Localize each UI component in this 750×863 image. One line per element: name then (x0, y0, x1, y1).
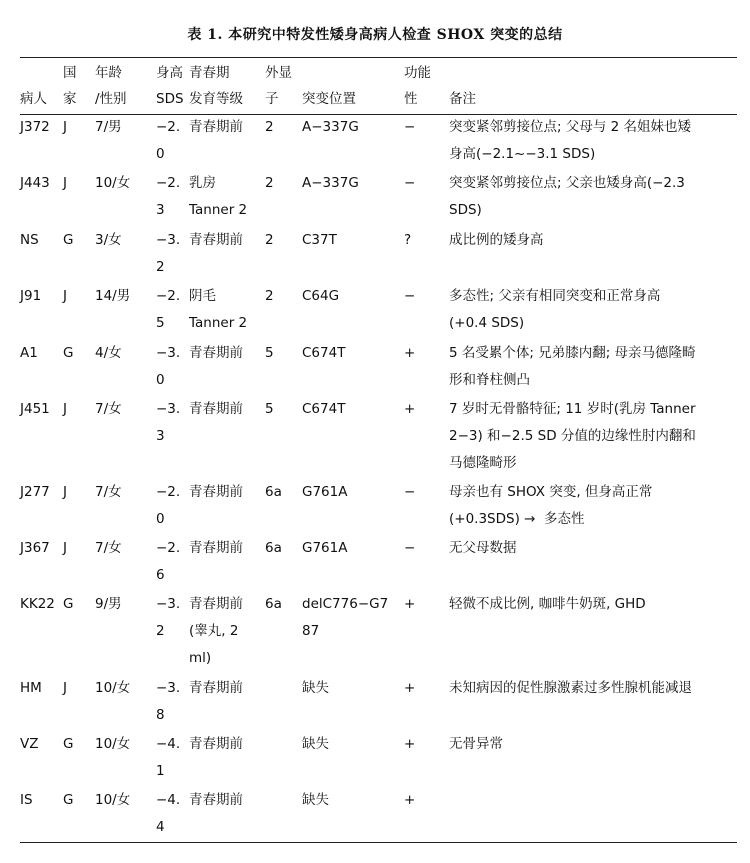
cell-function: − (404, 119, 416, 135)
cell-patient: J451 (20, 401, 50, 417)
cell-mutation: C37T (302, 232, 337, 248)
table-bottom-rule (20, 842, 737, 843)
cell-mutation: 缺失 (302, 680, 329, 696)
header-notes: 备注 (449, 91, 476, 107)
header-patient: 病人 (20, 91, 47, 107)
cell-country: G (63, 596, 74, 612)
header-exon: 外显 子 (265, 65, 292, 107)
header-height-sds: 身高 SDS (156, 65, 184, 107)
cell-notes: 突变紧邻剪接位点; 父母与 2 名姐妹也矮 身高(−2.1~−3.1 SDS) (449, 119, 692, 162)
cell-mutation: C64G (302, 288, 340, 304)
table-caption: 表 1. 本研究中特发性矮身高病人检查 SHOX 突变的总结 (187, 27, 563, 43)
cell-age-sex: 14/男 (95, 288, 131, 304)
cell-function: ? (404, 232, 412, 248)
cell-puberty: 青春期前 (189, 232, 243, 248)
cell-patient: KK22 (20, 596, 55, 612)
table-top-rule (20, 57, 737, 58)
header-mutation: 突变位置 (302, 91, 356, 107)
cell-country: G (63, 232, 74, 248)
cell-puberty: 青春期前 (睾丸, 2 ml) (189, 596, 243, 666)
cell-country: G (63, 792, 74, 808)
cell-notes: 无骨异常 (449, 736, 503, 752)
cell-age-sex: 4/女 (95, 345, 122, 361)
cell-notes: 母亲也有 SHOX 突变, 但身高正常 (+0.3SDS) → 多态性 (449, 484, 653, 527)
cell-height-sds: −2. 6 (156, 540, 181, 583)
cell-patient: J277 (20, 484, 50, 500)
cell-puberty: 青春期前 (189, 484, 243, 500)
cell-puberty: 青春期前 (189, 792, 243, 808)
cell-function: + (404, 792, 416, 808)
cell-height-sds: −2. 0 (156, 119, 181, 162)
cell-notes: 5 名受累个体; 兄弟膝内翻; 母亲马德隆畸 形和脊柱侧凸 (449, 345, 696, 388)
cell-height-sds: −4. 1 (156, 736, 181, 779)
cell-mutation: G761A (302, 484, 348, 500)
cell-function: + (404, 345, 416, 361)
cell-age-sex: 7/女 (95, 401, 122, 417)
cell-exon: 2 (265, 288, 274, 304)
cell-patient: J372 (20, 119, 50, 135)
cell-height-sds: −3. 3 (156, 401, 181, 444)
cell-function: + (404, 680, 416, 696)
cell-country: J (63, 540, 67, 556)
cell-mutation: C674T (302, 401, 346, 417)
cell-age-sex: 7/男 (95, 119, 122, 135)
cell-country: J (63, 484, 67, 500)
cell-age-sex: 9/男 (95, 596, 122, 612)
header-puberty: 青春期 发育等级 (189, 65, 243, 107)
cell-function: − (404, 175, 416, 191)
cell-patient: HM (20, 680, 42, 696)
cell-age-sex: 10/女 (95, 792, 131, 808)
cell-mutation: A−337G (302, 119, 359, 135)
cell-height-sds: −4. 4 (156, 792, 181, 835)
cell-mutation: 缺失 (302, 792, 329, 808)
cell-age-sex: 7/女 (95, 540, 122, 556)
cell-age-sex: 3/女 (95, 232, 122, 248)
cell-exon: 2 (265, 175, 274, 191)
cell-height-sds: −2. 0 (156, 484, 181, 527)
cell-exon: 6a (265, 484, 282, 500)
cell-puberty: 乳房 Tanner 2 (189, 175, 248, 218)
cell-country: J (63, 119, 67, 135)
cell-patient: NS (20, 232, 39, 248)
cell-puberty: 青春期前 (189, 345, 243, 361)
cell-height-sds: −3. 2 (156, 232, 181, 275)
cell-country: G (63, 736, 74, 752)
cell-exon: 6a (265, 540, 282, 556)
cell-function: − (404, 484, 416, 500)
cell-puberty: 青春期前 (189, 119, 243, 135)
cell-exon: 5 (265, 401, 274, 417)
header-country: 国 家 (63, 65, 77, 107)
cell-country: J (63, 175, 67, 191)
cell-puberty: 阴毛 Tanner 2 (189, 288, 248, 331)
cell-patient: J443 (20, 175, 50, 191)
cell-notes: 未知病因的促性腺激素过多性腺机能减退 (449, 680, 692, 696)
cell-height-sds: −2. 3 (156, 175, 181, 218)
cell-puberty: 青春期前 (189, 736, 243, 752)
cell-mutation: C674T (302, 345, 346, 361)
cell-notes: 突变紧邻剪接位点; 父亲也矮身高(−2.3 SDS) (449, 175, 685, 218)
cell-country: G (63, 345, 74, 361)
cell-mutation: G761A (302, 540, 348, 556)
cell-function: + (404, 596, 416, 612)
cell-notes: 轻微不成比例, 咖啡牛奶斑, GHD (449, 596, 646, 612)
cell-function: + (404, 736, 416, 752)
cell-notes: 多态性; 父亲有相同突变和正常身高 (+0.4 SDS) (449, 288, 661, 331)
cell-exon: 2 (265, 232, 274, 248)
header-age-sex: 年龄 /性别 (95, 65, 127, 107)
cell-age-sex: 10/女 (95, 680, 131, 696)
cell-puberty: 青春期前 (189, 680, 243, 696)
cell-country: J (63, 288, 67, 304)
cell-function: + (404, 401, 416, 417)
cell-exon: 5 (265, 345, 274, 361)
cell-mutation: delC776−G7 87 (302, 596, 389, 639)
cell-height-sds: −3. 8 (156, 680, 181, 723)
cell-exon: 2 (265, 119, 274, 135)
cell-function: − (404, 540, 416, 556)
cell-function: − (404, 288, 416, 304)
cell-age-sex: 10/女 (95, 175, 131, 191)
cell-age-sex: 7/女 (95, 484, 122, 500)
cell-notes: 7 岁时无骨骼特征; 11 岁时(乳房 Tanner 2−3) 和−2.5 SD 分值的边缘性肘内翻和 马德隆畸形 (449, 401, 696, 471)
cell-notes: 无父母数据 (449, 540, 517, 556)
cell-patient: A1 (20, 345, 38, 361)
cell-mutation: A−337G (302, 175, 359, 191)
cell-height-sds: −3. 0 (156, 345, 181, 388)
cell-patient: J367 (20, 540, 50, 556)
cell-age-sex: 10/女 (95, 736, 131, 752)
cell-height-sds: −2. 5 (156, 288, 181, 331)
cell-country: J (63, 401, 67, 417)
cell-mutation: 缺失 (302, 736, 329, 752)
cell-patient: IS (20, 792, 33, 808)
cell-patient: VZ (20, 736, 39, 752)
cell-exon: 6a (265, 596, 282, 612)
cell-height-sds: −3. 2 (156, 596, 181, 639)
header-function: 功能 性 (404, 65, 431, 107)
cell-patient: J91 (20, 288, 42, 304)
cell-country: J (63, 680, 67, 696)
cell-puberty: 青春期前 (189, 540, 243, 556)
cell-puberty: 青春期前 (189, 401, 243, 417)
cell-notes: 成比例的矮身高 (449, 232, 544, 248)
